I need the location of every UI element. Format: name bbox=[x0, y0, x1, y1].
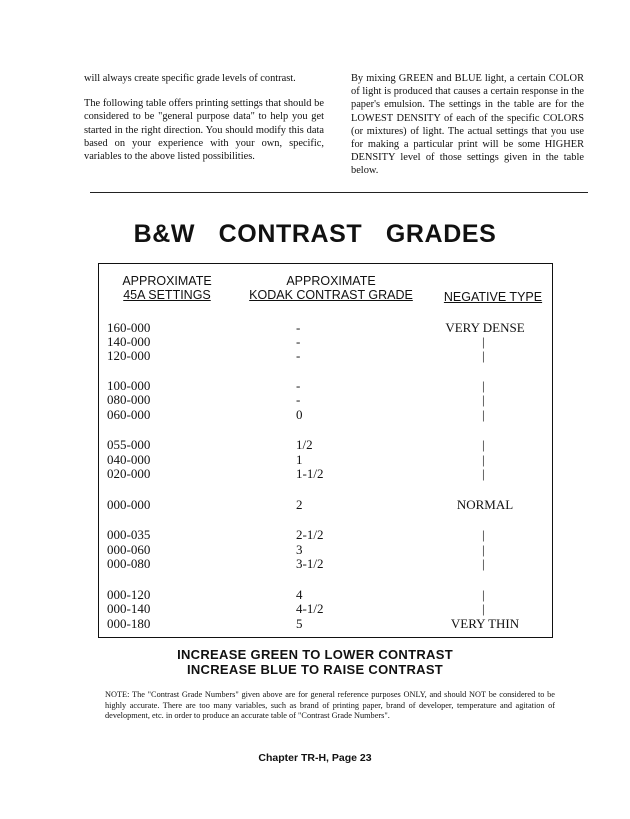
footnote: NOTE: The "Contrast Grade Numbers" given above are for general reference purposes ONLY, and should NOT be considered to be highly accurate. There are too many variables, such as brand of printing paper, brand of developer, temperature and agitation of development, etc. in order to produce an accurate table of "Contrast Grade Numbers". bbox=[105, 690, 555, 720]
intro-right-column bbox=[351, 72, 584, 178]
row-grade: 1/2 bbox=[296, 437, 313, 452]
row-setting: 000-120 bbox=[107, 587, 151, 602]
header-col2 bbox=[234, 274, 428, 302]
section-divider bbox=[90, 192, 588, 193]
intro-left-paragraph-1: will always create specific grade levels of contrast. bbox=[84, 73, 296, 84]
page-title: B&W CONTRAST GRADES bbox=[133, 220, 497, 248]
row-grade: - bbox=[296, 392, 301, 407]
increase-green-note: INCREASE GREEN TO LOWER CONTRAST bbox=[177, 647, 453, 662]
row-setting: 055-000 bbox=[107, 437, 151, 452]
row-setting: 000-000 bbox=[107, 497, 151, 512]
row-setting: 000-140 bbox=[107, 601, 151, 616]
row-negative-type: | bbox=[482, 466, 485, 481]
row-negative-type: VERY DENSE bbox=[445, 320, 525, 335]
row-grade: - bbox=[296, 348, 301, 363]
row-grade: 1 bbox=[296, 452, 303, 467]
row-negative-type: VERY THIN bbox=[450, 616, 520, 631]
row-setting: 060-000 bbox=[107, 407, 151, 422]
row-negative-type: | bbox=[482, 452, 485, 467]
row-setting: 120-000 bbox=[107, 348, 151, 363]
header-col2-line1: APPROXIMATE bbox=[286, 274, 376, 288]
row-grade: 0 bbox=[296, 407, 303, 422]
intro-left-column bbox=[84, 72, 324, 163]
header-col1 bbox=[106, 274, 228, 302]
header-col1-line2: 45A SETTINGS bbox=[123, 288, 211, 302]
row-setting: 000-060 bbox=[107, 542, 151, 557]
row-setting: 020-000 bbox=[107, 466, 151, 481]
row-negative-type: | bbox=[482, 542, 485, 557]
row-negative-type: | bbox=[482, 407, 485, 422]
header-col1-line1: APPROXIMATE bbox=[122, 274, 212, 288]
increase-blue-note: INCREASE BLUE TO RAISE CONTRAST bbox=[186, 662, 444, 677]
row-setting: 160-000 bbox=[107, 320, 151, 335]
row-grade: 3 bbox=[296, 542, 303, 557]
intro-right-paragraph-1: By mixing GREEN and BLUE light, a certain COLOR of light is produced that causes a certain response in the paper's emulsion. The settings in the table are for the LOWEST DENSITY of each of the specific COLORS (or mixtures) of light. The actual settings that you use for making a particular print will be some HIGHER DENSITY level of those settings given in the table below. bbox=[351, 73, 584, 177]
row-grade: 2-1/2 bbox=[296, 527, 324, 542]
row-setting: 000-180 bbox=[107, 616, 151, 631]
row-setting: 080-000 bbox=[107, 392, 151, 407]
row-setting: 000-080 bbox=[107, 556, 151, 571]
row-negative-type: | bbox=[482, 378, 485, 393]
row-grade: - bbox=[296, 334, 301, 349]
row-grade: 1-1/2 bbox=[296, 466, 324, 481]
row-setting: 140-000 bbox=[107, 334, 151, 349]
page-footer: Chapter TR-H, Page 23 bbox=[258, 752, 372, 764]
row-negative-type: | bbox=[482, 392, 485, 407]
row-setting: 040-000 bbox=[107, 452, 151, 467]
row-grade: 2 bbox=[296, 497, 303, 512]
row-setting: 100-000 bbox=[107, 378, 151, 393]
row-negative-type: NORMAL bbox=[456, 497, 514, 512]
row-setting: 000-035 bbox=[107, 527, 151, 542]
row-negative-type: | bbox=[482, 437, 485, 452]
row-negative-type: | bbox=[482, 601, 485, 616]
header-col3 bbox=[438, 290, 548, 304]
row-grade: - bbox=[296, 320, 301, 335]
row-grade: - bbox=[296, 378, 301, 393]
row-negative-type: | bbox=[482, 334, 485, 349]
header-col2-line2: KODAK CONTRAST GRADE bbox=[249, 288, 413, 302]
header-col3-label: NEGATIVE TYPE bbox=[443, 290, 543, 304]
row-grade: 5 bbox=[296, 616, 303, 631]
row-grade: 4 bbox=[296, 587, 303, 602]
row-negative-type: | bbox=[482, 556, 485, 571]
row-grade: 4-1/2 bbox=[296, 601, 324, 616]
intro-left-paragraph-2: The following table offers printing settings that should be considered to be "general purpose data" to help you get started in the right direction. You should modify this data based on your experience with your own, specific, variables to the above listed possibilities. bbox=[84, 98, 324, 163]
row-grade: 3-1/2 bbox=[296, 556, 324, 571]
row-negative-type: | bbox=[482, 348, 485, 363]
row-negative-type: | bbox=[482, 587, 485, 602]
row-negative-type: | bbox=[482, 527, 485, 542]
